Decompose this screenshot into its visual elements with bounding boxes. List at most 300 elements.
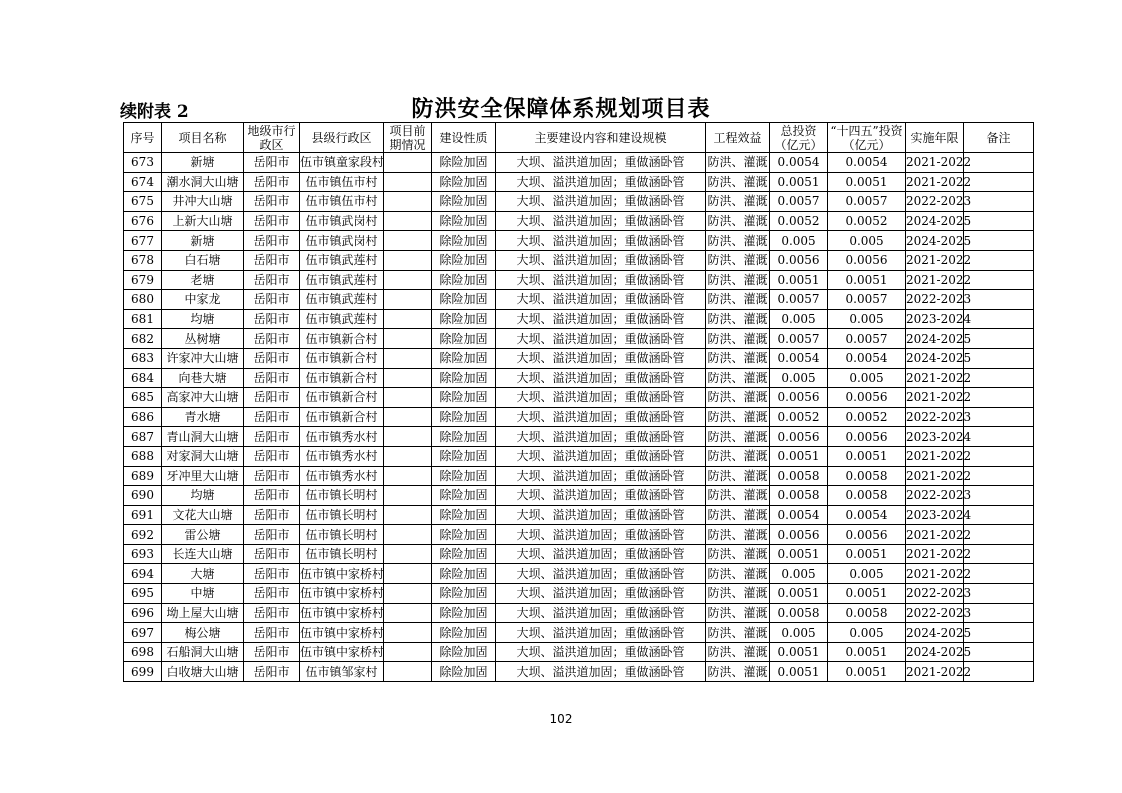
- table-cell: 岳阳市: [244, 250, 300, 270]
- table-cell: 2021-2022: [906, 270, 964, 290]
- table-cell: 上新大山塘: [162, 211, 244, 231]
- table-row: [124, 525, 1034, 545]
- table-cell: 0.005: [828, 231, 906, 251]
- table-cell: 防洪、灌溉: [706, 172, 770, 192]
- table-cell: 2021-2022: [906, 250, 964, 270]
- table-cell: 伍市镇新合村: [300, 407, 384, 427]
- table-cell: 大坝、溢洪道加固；重做涵卧管: [496, 329, 706, 349]
- header-cell: 备注: [964, 123, 1034, 153]
- table-cell: 2021-2022: [906, 525, 964, 545]
- table-cell: [964, 388, 1034, 408]
- table-cell: 伍市镇长明村: [300, 525, 384, 545]
- table-cell: 伍市镇秀水村: [300, 466, 384, 486]
- table-cell: 潮水洞大山塘: [162, 172, 244, 192]
- table-cell: [964, 211, 1034, 231]
- table-cell: [964, 642, 1034, 662]
- table-cell: 0.0057: [770, 329, 828, 349]
- table-cell: [384, 446, 432, 466]
- table-cell: 防洪、灌溉: [706, 486, 770, 506]
- table-cell: 0.0054: [828, 348, 906, 368]
- table-cell: 雷公塘: [162, 525, 244, 545]
- table-cell: 除险加固: [432, 623, 496, 643]
- page-number: 102: [549, 712, 573, 726]
- table-cell: 2024-2025: [906, 348, 964, 368]
- table-cell: 691: [124, 505, 162, 525]
- table-cell: 688: [124, 446, 162, 466]
- table-cell: 防洪、灌溉: [706, 525, 770, 545]
- header-cell: 项目名称: [162, 123, 244, 153]
- table-cell: 0.0051: [770, 544, 828, 564]
- table-cell: 2022-2023: [906, 290, 964, 310]
- table-row: [124, 603, 1034, 623]
- table-cell: 2022-2023: [906, 603, 964, 623]
- table-cell: 除险加固: [432, 642, 496, 662]
- table-cell: 684: [124, 368, 162, 388]
- table-cell: 岳阳市: [244, 525, 300, 545]
- table-cell: 0.0054: [770, 153, 828, 173]
- table-cell: 0.0051: [770, 642, 828, 662]
- table-cell: 伍市镇新合村: [300, 348, 384, 368]
- table-cell: 677: [124, 231, 162, 251]
- table-row: [124, 172, 1034, 192]
- table-cell: 除险加固: [432, 348, 496, 368]
- table-cell: 除险加固: [432, 250, 496, 270]
- table-cell: 新塘: [162, 153, 244, 173]
- table-cell: 0.0054: [828, 153, 906, 173]
- table-row: [124, 427, 1034, 447]
- table-cell: [964, 368, 1034, 388]
- table-cell: 防洪、灌溉: [706, 544, 770, 564]
- table-cell: 防洪、灌溉: [706, 642, 770, 662]
- table-cell: 长连大山塘: [162, 544, 244, 564]
- table-row: [124, 250, 1034, 270]
- table-cell: 岳阳市: [244, 192, 300, 212]
- table-cell: 679: [124, 270, 162, 290]
- table-cell: 大塘: [162, 564, 244, 584]
- table-cell: 岳阳市: [244, 603, 300, 623]
- table-body: [124, 153, 1034, 682]
- table-cell: [964, 329, 1034, 349]
- table-cell: [384, 153, 432, 173]
- table-cell: 防洪、灌溉: [706, 368, 770, 388]
- table-cell: 岳阳市: [244, 231, 300, 251]
- table-cell: 除险加固: [432, 486, 496, 506]
- table-row: [124, 231, 1034, 251]
- table-cell: 大坝、溢洪道加固；重做涵卧管: [496, 662, 706, 682]
- table-cell: 2021-2022: [906, 544, 964, 564]
- table-cell: 0.0056: [828, 388, 906, 408]
- table-cell: [964, 446, 1034, 466]
- table-cell: 除险加固: [432, 505, 496, 525]
- table-cell: [964, 427, 1034, 447]
- table-cell: 2024-2025: [906, 623, 964, 643]
- table-cell: 674: [124, 172, 162, 192]
- table-cell: 岳阳市: [244, 623, 300, 643]
- table-cell: 伍市镇伍市村: [300, 192, 384, 212]
- table-cell: 大坝、溢洪道加固；重做涵卧管: [496, 172, 706, 192]
- table-cell: 0.0051: [828, 270, 906, 290]
- table-cell: 690: [124, 486, 162, 506]
- table-cell: 2023-2024: [906, 309, 964, 329]
- table-cell: 0.0054: [828, 505, 906, 525]
- table-row: [124, 486, 1034, 506]
- table-cell: 井冲大山塘: [162, 192, 244, 212]
- table-cell: [964, 466, 1034, 486]
- table-cell: 大坝、溢洪道加固；重做涵卧管: [496, 290, 706, 310]
- table-cell: 中塘: [162, 584, 244, 604]
- table-cell: 大坝、溢洪道加固；重做涵卧管: [496, 466, 706, 486]
- table-cell: 岳阳市: [244, 584, 300, 604]
- table-cell: 伍市镇武岗村: [300, 211, 384, 231]
- table-cell: 0.0051: [770, 446, 828, 466]
- table-cell: [384, 564, 432, 584]
- table-cell: 伍市镇中家桥村: [300, 584, 384, 604]
- table-cell: 防洪、灌溉: [706, 505, 770, 525]
- table-row: [124, 544, 1034, 564]
- table-cell: [384, 290, 432, 310]
- table-cell: 均塘: [162, 486, 244, 506]
- table-cell: 689: [124, 466, 162, 486]
- table-cell: [384, 270, 432, 290]
- table-cell: 除险加固: [432, 662, 496, 682]
- table-cell: 0.005: [770, 623, 828, 643]
- page-title: 防洪安全保障体系规划项目表: [411, 96, 711, 122]
- table-cell: 0.005: [770, 564, 828, 584]
- table-row: [124, 211, 1034, 231]
- table-cell: 681: [124, 309, 162, 329]
- table-cell: 除险加固: [432, 172, 496, 192]
- table-cell: 2021-2022: [906, 466, 964, 486]
- table-cell: [384, 407, 432, 427]
- table-cell: 伍市镇长明村: [300, 486, 384, 506]
- table-cell: 伍市镇秀水村: [300, 446, 384, 466]
- table-cell: 692: [124, 525, 162, 545]
- table-cell: 大坝、溢洪道加固；重做涵卧管: [496, 446, 706, 466]
- table-cell: 防洪、灌溉: [706, 407, 770, 427]
- table-cell: 大坝、溢洪道加固；重做涵卧管: [496, 388, 706, 408]
- table-cell: 伍市镇秀水村: [300, 427, 384, 447]
- table-cell: [964, 348, 1034, 368]
- table-cell: 防洪、灌溉: [706, 603, 770, 623]
- table-cell: 0.0058: [770, 486, 828, 506]
- table-cell: 0.0051: [828, 172, 906, 192]
- table-cell: 老塘: [162, 270, 244, 290]
- table-cell: 岳阳市: [244, 329, 300, 349]
- table-row: [124, 466, 1034, 486]
- table-cell: 686: [124, 407, 162, 427]
- table-cell: 除险加固: [432, 368, 496, 388]
- table-cell: 除险加固: [432, 329, 496, 349]
- table-cell: [964, 192, 1034, 212]
- table-cell: 防洪、灌溉: [706, 211, 770, 231]
- table-cell: 682: [124, 329, 162, 349]
- table-cell: 除险加固: [432, 290, 496, 310]
- table-cell: 2024-2025: [906, 231, 964, 251]
- table-cell: 均塘: [162, 309, 244, 329]
- table-cell: [964, 603, 1034, 623]
- table-cell: 伍市镇中家桥村: [300, 642, 384, 662]
- table-cell: 0.0051: [770, 270, 828, 290]
- table-cell: 0.005: [828, 309, 906, 329]
- table-cell: 0.0056: [770, 388, 828, 408]
- table-cell: [964, 270, 1034, 290]
- table-cell: 岳阳市: [244, 153, 300, 173]
- table-cell: 0.005: [770, 231, 828, 251]
- table-cell: 697: [124, 623, 162, 643]
- table-cell: 2022-2023: [906, 192, 964, 212]
- table-row: [124, 329, 1034, 349]
- table-cell: 大坝、溢洪道加固；重做涵卧管: [496, 348, 706, 368]
- table-cell: 除险加固: [432, 544, 496, 564]
- table-cell: [964, 231, 1034, 251]
- table-cell: 0.0056: [770, 525, 828, 545]
- table-cell: [384, 172, 432, 192]
- table-cell: 大坝、溢洪道加固；重做涵卧管: [496, 623, 706, 643]
- header-cell: 县级行政区: [300, 123, 384, 153]
- table-cell: 0.0056: [770, 250, 828, 270]
- table-cell: 岳阳市: [244, 427, 300, 447]
- table-cell: 岳阳市: [244, 564, 300, 584]
- table-cell: 防洪、灌溉: [706, 623, 770, 643]
- table-cell: 除险加固: [432, 564, 496, 584]
- table-cell: 0.005: [828, 564, 906, 584]
- table-cell: [964, 623, 1034, 643]
- table-cell: 伍市镇武莲村: [300, 309, 384, 329]
- header-cell: 地级市行政区: [244, 123, 300, 153]
- table-cell: 岳阳市: [244, 407, 300, 427]
- table-cell: 岳阳市: [244, 211, 300, 231]
- table-row: [124, 368, 1034, 388]
- table-cell: 685: [124, 388, 162, 408]
- table-cell: 岳阳市: [244, 368, 300, 388]
- table-cell: [964, 584, 1034, 604]
- table-cell: 大坝、溢洪道加固；重做涵卧管: [496, 270, 706, 290]
- table-cell: [384, 250, 432, 270]
- table-cell: 伍市镇新合村: [300, 388, 384, 408]
- table-cell: 牙冲里大山塘: [162, 466, 244, 486]
- table-cell: 2021-2022: [906, 662, 964, 682]
- table-cell: 0.0051: [828, 544, 906, 564]
- header-cell: 主要建设内容和建设规模: [496, 123, 706, 153]
- table-cell: [384, 329, 432, 349]
- table-cell: [384, 231, 432, 251]
- table-cell: 2021-2022: [906, 368, 964, 388]
- table-cell: [384, 662, 432, 682]
- table-cell: 防洪、灌溉: [706, 388, 770, 408]
- table-cell: [384, 486, 432, 506]
- table-cell: 岳阳市: [244, 544, 300, 564]
- table-cell: [964, 407, 1034, 427]
- table-cell: 2023-2024: [906, 505, 964, 525]
- table-cell: [964, 564, 1034, 584]
- table-cell: [384, 525, 432, 545]
- table-cell: 0.005: [828, 368, 906, 388]
- table-cell: 0.0058: [770, 603, 828, 623]
- table-row: [124, 642, 1034, 662]
- table-cell: 文花大山塘: [162, 505, 244, 525]
- table-cell: 青水塘: [162, 407, 244, 427]
- table-cell: 伍市镇中家桥村: [300, 623, 384, 643]
- table-cell: 0.0056: [828, 427, 906, 447]
- table-cell: [384, 544, 432, 564]
- table-cell: 0.0058: [828, 486, 906, 506]
- table-cell: 岳阳市: [244, 172, 300, 192]
- table-cell: 698: [124, 642, 162, 662]
- table-cell: 2021-2022: [906, 446, 964, 466]
- table-cell: [964, 290, 1034, 310]
- table-cell: [964, 309, 1034, 329]
- table-cell: 大坝、溢洪道加固；重做涵卧管: [496, 584, 706, 604]
- table-cell: [964, 153, 1034, 173]
- table-cell: [964, 250, 1034, 270]
- table-cell: 2021-2022: [906, 172, 964, 192]
- table-cell: 675: [124, 192, 162, 212]
- table-cell: 0.0054: [770, 505, 828, 525]
- table-cell: 0.0051: [828, 446, 906, 466]
- table-cell: 岳阳市: [244, 270, 300, 290]
- table-cell: 大坝、溢洪道加固；重做涵卧管: [496, 192, 706, 212]
- table-cell: 2021-2022: [906, 388, 964, 408]
- table-cell: 青山洞大山塘: [162, 427, 244, 447]
- table-cell: 伍市镇中家桥村: [300, 603, 384, 623]
- table-cell: 防洪、灌溉: [706, 662, 770, 682]
- table-cell: 伍市镇新合村: [300, 329, 384, 349]
- table-cell: 防洪、灌溉: [706, 584, 770, 604]
- table-cell: 0.0052: [770, 211, 828, 231]
- table-cell: 大坝、溢洪道加固；重做涵卧管: [496, 603, 706, 623]
- table-cell: 坳上屋大山塘: [162, 603, 244, 623]
- table-cell: [384, 623, 432, 643]
- table-cell: [964, 172, 1034, 192]
- table-cell: [384, 466, 432, 486]
- table-cell: [384, 192, 432, 212]
- table-cell: 大坝、溢洪道加固；重做涵卧管: [496, 368, 706, 388]
- table-cell: 0.0057: [770, 290, 828, 310]
- table-cell: 伍市镇中家桥村: [300, 564, 384, 584]
- table-cell: 岳阳市: [244, 348, 300, 368]
- table-cell: 0.0054: [770, 348, 828, 368]
- table-cell: 石船洞大山塘: [162, 642, 244, 662]
- table-row: [124, 309, 1034, 329]
- table-cell: 除险加固: [432, 466, 496, 486]
- table-cell: 除险加固: [432, 192, 496, 212]
- table-cell: 伍市镇长明村: [300, 544, 384, 564]
- table-cell: 岳阳市: [244, 642, 300, 662]
- table-cell: 岳阳市: [244, 505, 300, 525]
- table-cell: 伍市镇武岗村: [300, 231, 384, 251]
- table-cell: [964, 505, 1034, 525]
- table-cell: 0.0056: [828, 250, 906, 270]
- table-cell: 大坝、溢洪道加固；重做涵卧管: [496, 642, 706, 662]
- table-cell: [384, 584, 432, 604]
- table-cell: 2024-2025: [906, 642, 964, 662]
- table-cell: 岳阳市: [244, 466, 300, 486]
- table-cell: 0.0052: [828, 211, 906, 231]
- table-cell: 防洪、灌溉: [706, 348, 770, 368]
- table-cell: 683: [124, 348, 162, 368]
- table-cell: 大坝、溢洪道加固；重做涵卧管: [496, 564, 706, 584]
- table-row: [124, 564, 1034, 584]
- table-cell: 防洪、灌溉: [706, 231, 770, 251]
- table-cell: 大坝、溢洪道加固；重做涵卧管: [496, 309, 706, 329]
- table-cell: 0.005: [770, 309, 828, 329]
- table-cell: 0.0051: [770, 584, 828, 604]
- table-row: [124, 407, 1034, 427]
- table-cell: 防洪、灌溉: [706, 290, 770, 310]
- table-cell: [384, 388, 432, 408]
- table-cell: 699: [124, 662, 162, 682]
- table-cell: 2021-2022: [906, 564, 964, 584]
- table-cell: 0.005: [828, 623, 906, 643]
- table-cell: 2024-2025: [906, 211, 964, 231]
- table-cell: 对家洞大山塘: [162, 446, 244, 466]
- table-cell: 防洪、灌溉: [706, 564, 770, 584]
- table-row: [124, 290, 1034, 310]
- table-row: [124, 505, 1034, 525]
- table-cell: [384, 309, 432, 329]
- table-cell: 0.0051: [770, 172, 828, 192]
- table-cell: 除险加固: [432, 270, 496, 290]
- table-row: [124, 348, 1034, 368]
- table-cell: 696: [124, 603, 162, 623]
- table-cell: 防洪、灌溉: [706, 329, 770, 349]
- table-cell: 大坝、溢洪道加固；重做涵卧管: [496, 407, 706, 427]
- table-cell: 0.0051: [828, 662, 906, 682]
- header-cell: 项目前期情况: [384, 123, 432, 153]
- table-cell: 除险加固: [432, 388, 496, 408]
- table-cell: 676: [124, 211, 162, 231]
- table-cell: 2024-2025: [906, 329, 964, 349]
- table-cell: 许家冲大山塘: [162, 348, 244, 368]
- table-cell: 除险加固: [432, 231, 496, 251]
- table-cell: 0.0057: [828, 329, 906, 349]
- table-cell: 大坝、溢洪道加固；重做涵卧管: [496, 427, 706, 447]
- table-cell: 大坝、溢洪道加固；重做涵卧管: [496, 211, 706, 231]
- table-cell: 防洪、灌溉: [706, 270, 770, 290]
- header-cell: “十四五”投资（亿元）: [828, 123, 906, 153]
- table-cell: 除险加固: [432, 153, 496, 173]
- table-cell: 除险加固: [432, 603, 496, 623]
- table-cell: 伍市镇邹家村: [300, 662, 384, 682]
- table-cell: 防洪、灌溉: [706, 466, 770, 486]
- table-cell: 0.0051: [770, 662, 828, 682]
- table-cell: 防洪、灌溉: [706, 153, 770, 173]
- table-cell: 伍市镇长明村: [300, 505, 384, 525]
- table-cell: 2022-2023: [906, 486, 964, 506]
- table-cell: [384, 368, 432, 388]
- table-cell: 伍市镇童家段村: [300, 153, 384, 173]
- table-cell: [384, 642, 432, 662]
- header-cell: 建设性质: [432, 123, 496, 153]
- table-cell: 白收塘大山塘: [162, 662, 244, 682]
- table-cell: 岳阳市: [244, 388, 300, 408]
- table-cell: 防洪、灌溉: [706, 309, 770, 329]
- table-cell: 大坝、溢洪道加固；重做涵卧管: [496, 250, 706, 270]
- table-cell: 防洪、灌溉: [706, 192, 770, 212]
- table-cell: 除险加固: [432, 525, 496, 545]
- table-row: [124, 270, 1034, 290]
- table-cell: 0.0056: [770, 427, 828, 447]
- table-row: [124, 153, 1034, 173]
- table-cell: 694: [124, 564, 162, 584]
- table-cell: 680: [124, 290, 162, 310]
- table-row: [124, 662, 1034, 682]
- table-caption: 续附表 2: [120, 102, 189, 122]
- header-cell: 工程效益: [706, 123, 770, 153]
- table-cell: 0.0058: [828, 466, 906, 486]
- table-cell: 大坝、溢洪道加固；重做涵卧管: [496, 231, 706, 251]
- table-cell: [964, 525, 1034, 545]
